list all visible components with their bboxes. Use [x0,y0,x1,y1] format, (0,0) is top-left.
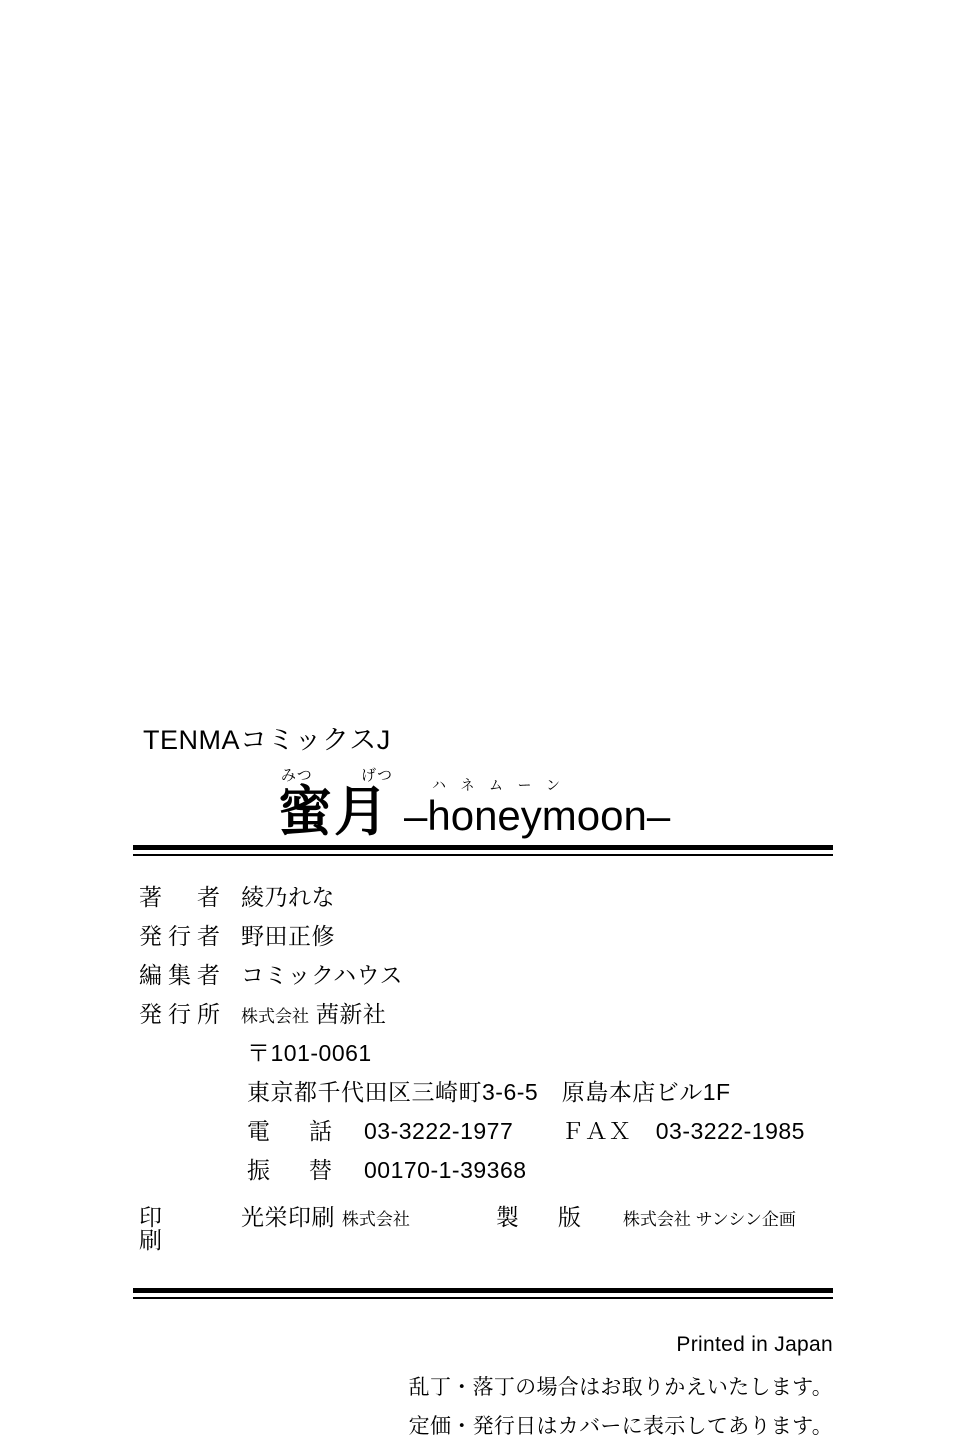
divider-bottom-thin [133,1297,833,1299]
credit-value-author: 綾乃れな [241,884,335,910]
credit-row-publisher-person [133,925,833,948]
title-row [278,767,833,843]
fax-value: 03-3222-1985 [655,1118,805,1144]
title-ruby-japanese [281,764,393,785]
ruby-char-2: げつ [360,767,393,784]
footer-block [133,1333,833,1440]
printing-company-suffix: 株式会社 [341,1210,410,1229]
publisher-company-prefix: 株式会社 [241,1007,309,1026]
ruby-en-char-5: ン [546,777,560,793]
ruby-en-char-3: ム [489,777,503,793]
credit-value-publisher-person: 野田正修 [241,923,335,949]
footer-note-2: 定価・発行日はカバーに表示してあります。 [408,1415,833,1438]
credit-value-editor: コミックハウス [241,962,403,988]
credit-row-publisher-company [133,1003,833,1026]
printing-row [133,1206,833,1252]
printed-in-japan: Printed in Japan [676,1333,833,1356]
title-japanese-wrap [278,767,393,843]
title-english: –honeymoon– [404,792,671,839]
printing-company [241,1206,410,1229]
furikae-value: 00170-1-39368 [364,1157,527,1183]
title-japanese: 蜜月 [278,780,390,843]
printing-company-name: 光栄印刷 [241,1204,335,1230]
plate-label: 製 版 [495,1204,589,1230]
credit-row-author [133,886,833,909]
credit-row-editor [133,964,833,987]
credit-value-publisher-company [241,1003,386,1026]
tel-label: 電 話 [247,1118,340,1144]
colophon-block [133,718,833,1449]
address-street: 東京都千代田区三崎町3-6-5 原島本店ビル1F [247,1079,731,1105]
address-contact [247,1120,833,1143]
title-english-wrap [404,777,671,839]
furikae-label: 振 替 [247,1157,340,1183]
title-ruby-english [432,775,560,795]
tel-value: 03-3222-1977 [364,1118,514,1144]
fax-label: ＦＡＸ [561,1118,632,1144]
plate-value: 株式会社 サンシン企画 [622,1210,796,1229]
ruby-en-char-2: ネ [460,777,475,793]
credit-label-editor: 編集者 [139,962,226,988]
ruby-en-char-4: ー [517,777,532,793]
imprint-label: TENMAコミックスJ [143,725,391,755]
divider-bottom-group [133,1288,833,1299]
ruby-char-1: みつ [281,767,313,784]
address-postal: 〒101-0061 [247,1040,372,1066]
credit-label-publisher-company: 発行所 [139,1001,226,1027]
printing-label: 印 刷 [139,1204,213,1253]
address-furikae [247,1159,833,1182]
publisher-company-name: 茜新社 [315,1001,387,1027]
divider-top-thin [133,854,833,856]
credit-label-publisher-person: 発行者 [139,923,226,949]
footer-note-1: 乱丁・落丁の場合はお取りかえいたします。 [408,1376,833,1399]
credits-list [133,886,833,1252]
ruby-en-char-1: ハ [432,777,446,793]
credit-label-author: 著 者 [139,884,226,910]
